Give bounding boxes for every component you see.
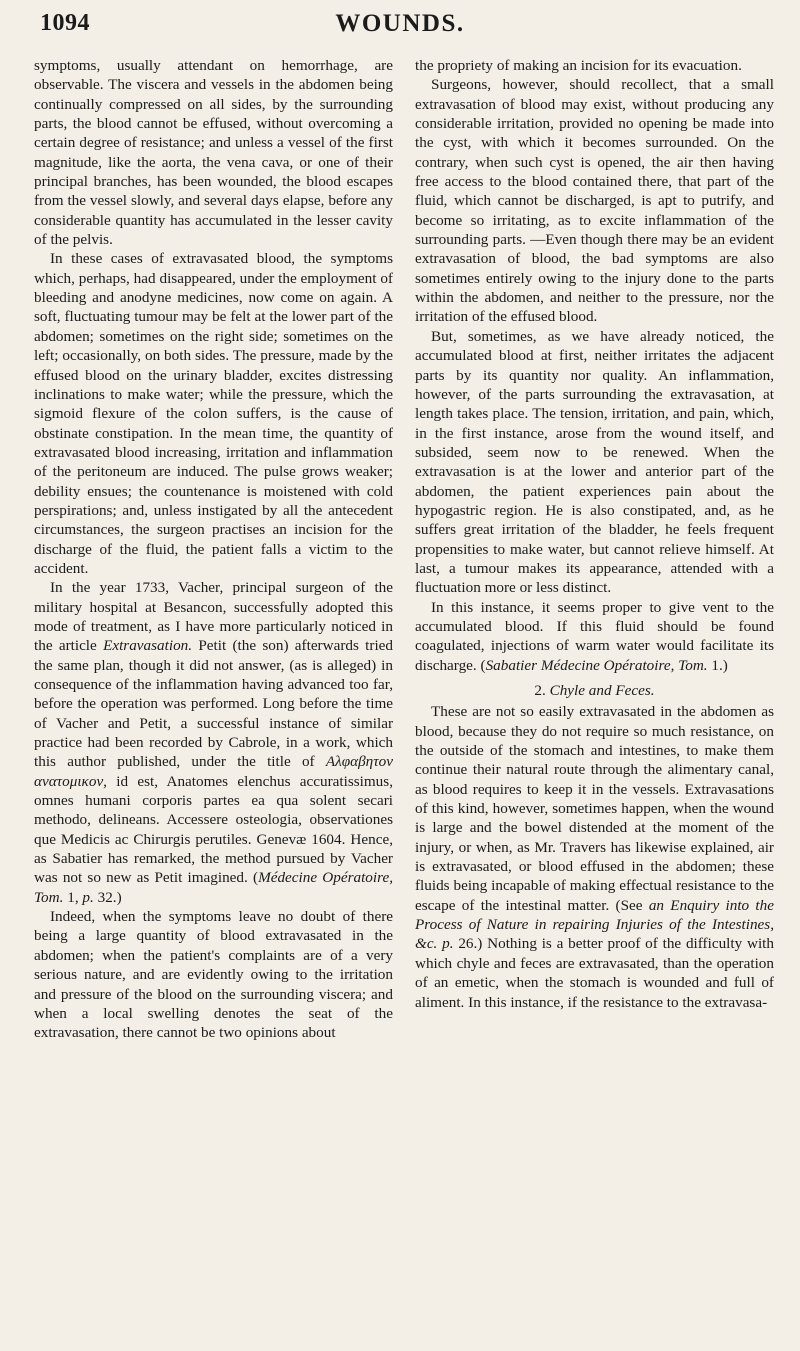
page-number: 1094 [40, 10, 90, 36]
paragraph-text: 32.) [93, 888, 122, 906]
paragraph-text: Petit (the son) afterwards tried the same plan, though it did not answer, (as is alleged) in consequence of the inflammation having advanced too far, before the operation was performed. Long before the time of Vacher and Petit, a successful instance of similar practice had been recorded by Cabrole, in a work, which this author published, under the title of [34, 637, 393, 771]
article-reference: Extravasation. [103, 637, 193, 655]
section-subheading [415, 681, 774, 700]
paragraph-text: In the year 1733, Vacher, principal surgeon of the military hospital at Besancon, successfully adopted this mode of treatment, as I have more particularly noticed in the article [34, 579, 393, 655]
paragraph: Indeed, when the symptoms leave no doubt of there being a large quantity of blood extravasated in the abdomen; when the patient's complaints are of a very serious nature, and are evidently owing to the irritation and pressure of the blood on the surrounding viscera; and when a local swelling denotes the seat of the extravasation, there cannot be two opinions about [34, 908, 393, 1042]
paragraph-text: 1, [63, 888, 83, 906]
paragraph-text: In this instance, it seems proper to give vent to the accumulated blood. If this fluid should be found coagulated, injections of warm water would facilitate its discharge. ( [415, 598, 774, 674]
paragraph: the propriety of making an incision for its evacuation. [415, 57, 742, 74]
citation: an Enquiry into the Process of Nature in repairing Injuries of the Intestines, &c. p. [415, 896, 774, 953]
citation: p. [82, 888, 94, 906]
paragraph [415, 598, 774, 675]
paragraph [34, 578, 393, 907]
text-columns [34, 56, 774, 1336]
paragraph-text: id est, Anatomes elenchus accuratissimus, omnes humani corporis partes ea qua solent secari methodo, delineans. Accessere osteologia, observationes que Medicis ac Chirurgis perutiles. Genevæ 1604. Hence, as Sabatier has remarked, the method pursued by Vacher was not so new as Petit imagined. ( [34, 772, 393, 887]
right-column [415, 56, 774, 1336]
citation: Médecine Opératoire, Tom. [34, 869, 393, 906]
paragraph: But, sometimes, as we have already noticed, the accumulated blood at first, neither irritates the adjacent parts by its quantity nor quality. An inflammation, however, of the parts surrounding the extravasation, at length takes place. The tension, irritation, and pain, which, in the first instance, arose from the wound itself, and subsided, seem now to be renewed. When the extravasation is at the lower and anterior part of the abdomen, the patient experiences pain about the hypogastric region. He is also constipated, and, as he suffers great irritation of the bladder, he feels frequent propensities to make water, but cannot relieve himself. At last, a tumour makes its appearance, attended with a fluctuation more or less distinct. [415, 327, 774, 597]
paragraph: Surgeons, however, should recollect, that a small extravasation of blood may exist, without producing any considerable irritation, provided no opening be made into the cyst, with which it becomes surrounded. On the contrary, when such cyst is opened, the air then having free access to the blood contained there, that part of the fluid, which cannot be discharged, is apt to putrify, and become so irritating, as to excite inflammation of the surrounding parts. —Even though there may be an evident extravasation of blood, the bad symptoms are also sometimes entirely owing to the injury done to the parts within the abdomen, and neither to the pressure, nor the irritation of the effused blood. [415, 76, 774, 326]
paragraph [415, 702, 774, 1012]
paragraph-text: These are not so easily extravasated in the abdomen as blood, because they do not require so much resistance, on the outside of the stomach and intestines, to make them continue their natural route through the alimentary canal, as blood requires to keep it in the vessels. Extravasations of this kind, however, sometimes happen, when the wound is large and the bowel distended at the moment of the injury, or when, as Mr. Travers has likewise explained, air is extravasated, or blood effused in the abdomen; these fluids being incapable of making effectual resistance to the escape of the intestinal matter. (See [415, 703, 774, 914]
greek-title: Αλφαβητον ανατομικον, [34, 753, 393, 790]
subheading-number: 2. [534, 682, 546, 699]
running-head: WOUNDS. [335, 10, 465, 37]
paragraph-text: 1.) [707, 656, 728, 674]
page-header [40, 10, 760, 50]
paragraph: symptoms, usually attendant on hemorrhage, are observable. The viscera and vessels in the abdomen being continually compressed on all sides, by the surrounding parts, the blood cannot be effused, without overcoming a certain degree of resistance; and unless a vessel of the first magnitude, like the aorta, the vena cava, or one of their principal branches, has been wounded, the blood escapes from the vessel slowly, and several days elapse, before any considerable quantity has accumulated in the lesser cavity of the pelvis. [34, 57, 393, 249]
left-column [34, 56, 393, 1336]
subheading-title: Chyle and Feces. [549, 682, 655, 699]
paragraph: In these cases of extravasated blood, the symptoms which, perhaps, had disappeared, under the employment of bleeding and anodyne medicines, now come on again. A soft, fluctuating tumour may be felt at the lower part of the abdomen; sometimes on the right side; sometimes on the left; occasionally, on both sides. The pressure, made by the effused blood on the urinary bladder, excites distressing inclinations to make water; while the pressure, which the sigmoid flexure of the colon suffers, is the cause of obstinate constipation. In the mean time, the quantity of extravasated blood increasing, irritation and inflammation of the peritoneum are induced. The pulse grows weaker; debility ensues; the countenance is moistened with cold perspirations; and, unless instigated by all the antecedent circumstances, the surgeon practises an incision for the discharge of the fluid, the patient falls a victim to the accident. [34, 250, 393, 577]
paragraph-text: 26.) Nothing is a better proof of the difficulty with which chyle and feces are extravasated, than the operation of an emetic, when the stomach is wounded and full of aliment. In this instance, if the resistance to the extravasa- [415, 935, 774, 1011]
citation: Sabatier Médecine Opératoire, Tom. [485, 656, 708, 674]
